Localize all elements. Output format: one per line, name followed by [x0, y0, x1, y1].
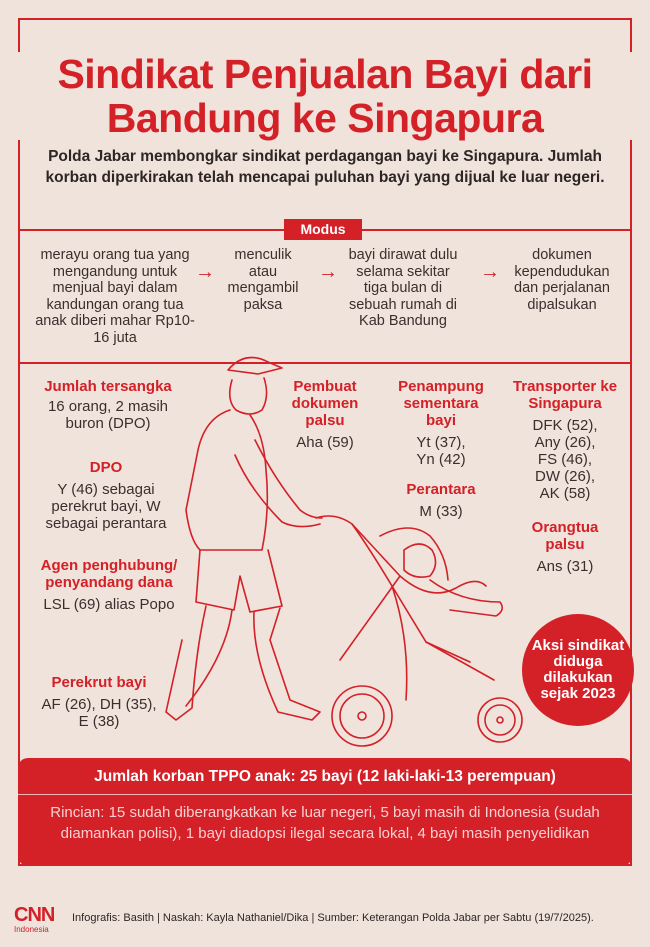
role-penampung — [388, 378, 494, 468]
role-heading: Pembuat dokumen palsu — [291, 378, 359, 429]
credits: Infografis: Basith | Naskah: Kayla Nathaniel/Dika | Sumber: Keterangan Polda Jabar per Sabtu (19/7/2025). — [72, 912, 594, 924]
role-value: M (33) — [419, 503, 463, 520]
role-value: 16 orang, 2 masih buron (DPO) — [47, 398, 169, 432]
role-heading: Orangtua palsu — [531, 519, 599, 553]
role-value: Ans (31) — [536, 558, 594, 575]
subtitle: Polda Jabar membongkar sindikat perdagangan bayi ke Singapura. Jumlah korban diperkirakan telah mencapai puluhan bayi yang dijual ke luar negeri. — [45, 148, 605, 186]
modus-step-2: menculik atau mengambil paksa — [227, 247, 299, 313]
arrow-right-icon: → — [318, 261, 338, 283]
role-value: Aha (59) — [296, 434, 354, 451]
role-transporter — [510, 378, 620, 502]
role-heading: Jumlah tersangka — [44, 378, 172, 395]
korban-divider — [18, 794, 632, 795]
role-value: LSL (69) alias Popo — [43, 596, 175, 613]
title-line-2: Bandung ke Singapura — [106, 95, 544, 141]
korban-box — [18, 758, 632, 866]
cnn-logo: CNN — [14, 904, 55, 926]
role-value: Y (46) sebagai perekrut bayi, W sebagai perantara — [45, 481, 167, 532]
role-dpo — [36, 459, 176, 532]
role-heading: Perantara — [406, 481, 476, 498]
cnn-logo-sub: Indonesia — [14, 925, 49, 934]
role-value: AF (26), DH (35), E (38) — [41, 696, 157, 730]
modus-step-4: dokumen kependudukan dan perjalanan dipalsukan — [514, 247, 610, 313]
role-agen — [40, 557, 178, 613]
since-2023-badge: Aksi sindikat diduga dilakukan sejak 2023 — [522, 614, 634, 726]
role-value: Yt (37), Yn (42) — [416, 434, 466, 468]
role-perantara — [388, 481, 494, 520]
korban-detail: Rincian: 15 sudah diberangkatkan ke luar negeri, 5 bayi masih di Indonesia (sudah diamankan polisi), 1 bayi diadopsi ilegal secara lokal, 4 bayi masih penyelidikan — [50, 804, 600, 842]
modus-step-1: merayu orang tua yang mengandung untuk menjual bayi dalam kandungan orang tua anak diberi mahar Rp10-16 juta — [35, 247, 195, 346]
role-heading: Perekrut bayi — [51, 674, 147, 691]
role-pembuat — [282, 378, 368, 451]
modus-label: Modus — [284, 219, 362, 240]
role-perekrut — [40, 674, 158, 730]
page-title — [0, 52, 650, 140]
modus-step-3: bayi dirawat dulu selama sekitar tiga bulan di sebuah rumah di Kab Bandung — [348, 247, 458, 329]
role-heading: Transporter ke Singapura — [512, 378, 618, 412]
role-heading: Agen penghubung/ penyandang dana — [40, 557, 178, 591]
title-line-1: Sindikat Penjualan Bayi dari — [57, 51, 593, 97]
role-value: DFK (52), Any (26), FS (46), DW (26), AK (58) — [532, 417, 598, 502]
role-heading: Penampung sementara bayi — [398, 378, 484, 429]
arrow-right-icon: → — [480, 261, 500, 283]
arrow-right-icon: → — [195, 261, 215, 283]
role-orangtua — [510, 519, 620, 575]
role-tersangka — [32, 378, 184, 432]
role-heading: DPO — [89, 459, 123, 476]
korban-title: Jumlah korban TPPO anak: 25 bayi (12 laki-laki-13 perempuan) — [94, 768, 556, 785]
